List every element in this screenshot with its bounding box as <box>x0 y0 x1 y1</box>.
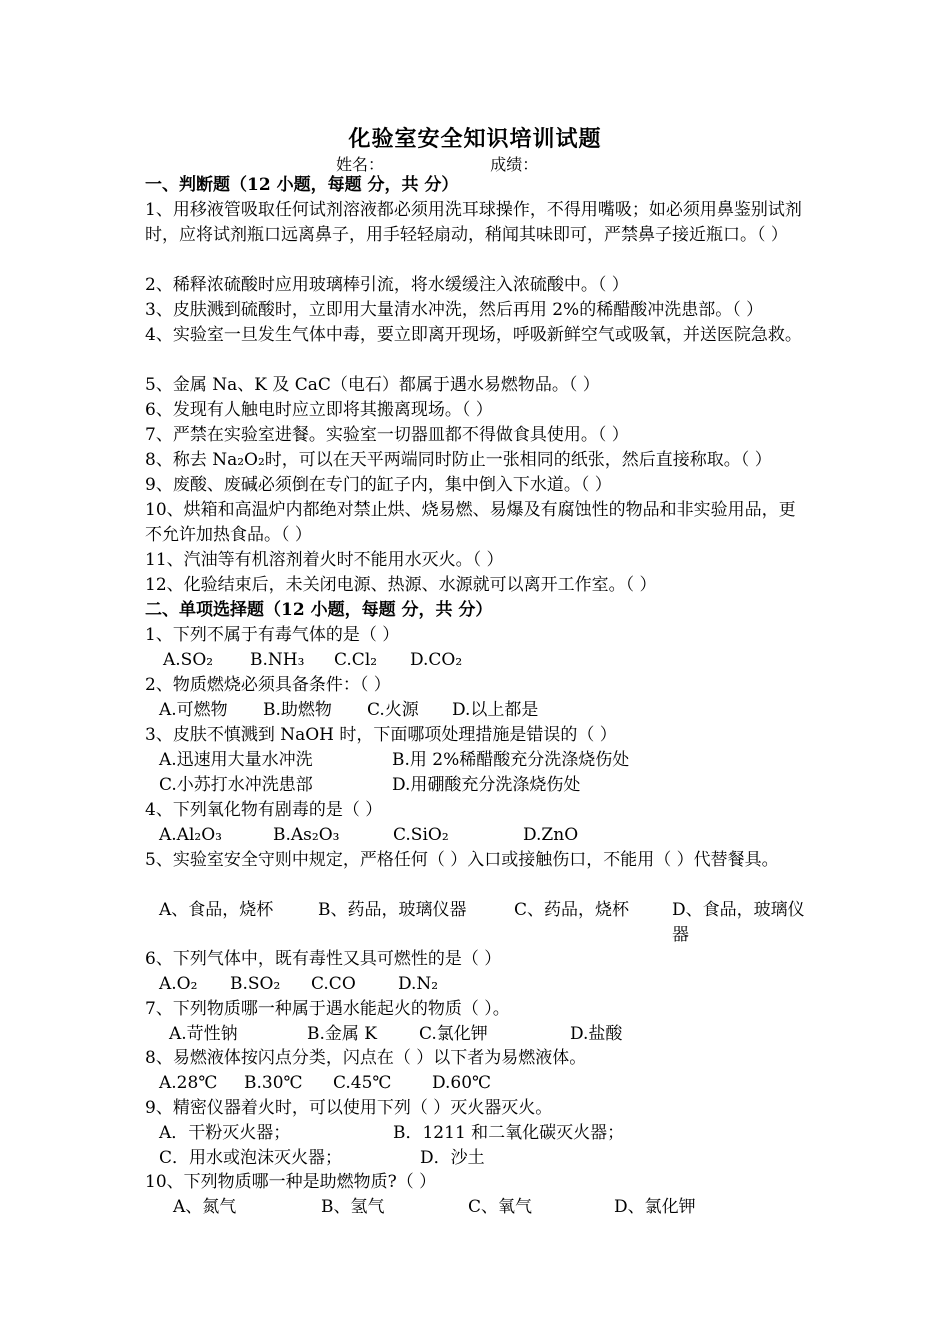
judge-item-4: 4、实验室一旦发生气体中毒，要立即离开现场，呼吸新鲜空气或吸氧，并送医院急救。 <box>145 325 802 345</box>
q6-option-b: B.SO₂ <box>230 974 281 994</box>
choice-question-4: 4、下列氧化物有剧毒的是（ ） <box>145 800 383 820</box>
q7-option-c: C.氯化钾 <box>419 1024 488 1044</box>
q8-option-d: D.60℃ <box>432 1073 492 1093</box>
q10-option-b: B、氢气 <box>321 1197 385 1217</box>
judge-item-12: 12、化验结束后，未关闭电源、热源、水源就可以离开工作室。（ ） <box>145 575 657 595</box>
choice-question-10: 10、下列物质哪一种是助燃物质?（ ） <box>145 1172 437 1192</box>
judge-item-3: 3、皮肤溅到硫酸时，立即用大量清水冲洗，然后再用 2%的稀醋酸冲洗患部。（ ） <box>145 300 764 320</box>
choice-question-8: 8、易燃液体按闪点分类，闪点在（ ）以下者为易燃液体。 <box>145 1048 587 1068</box>
q8-option-a: A.28℃ <box>159 1073 218 1093</box>
section1-heading: 一、判断题（12 小题，每题 分，共 分） <box>145 175 459 195</box>
choice-question-1: 1、下列不属于有毒气体的是（ ） <box>145 625 400 645</box>
q1-option-b: B.NH₃ <box>250 650 305 670</box>
choice-question-3: 3、皮肤不慎溅到 NaOH 时，下面哪项处理措施是错误的（ ） <box>145 725 617 745</box>
q5-option-a: A、食品，烧杯 <box>159 900 274 920</box>
q9-option-c: C．用水或泡沫灭火器； <box>159 1148 343 1168</box>
q6-option-d: D.N₂ <box>398 974 439 994</box>
q1-option-d: D.CO₂ <box>410 650 463 670</box>
choice-question-2: 2、物质燃烧必须具备条件：（ ） <box>145 675 391 695</box>
q8-option-b: B.30℃ <box>244 1073 303 1093</box>
q2-option-c: C.火源 <box>367 700 419 720</box>
q6-option-c: C.CO <box>311 974 356 994</box>
choice-question-6: 6、下列气体中，既有毒性又具可燃性的是（ ） <box>145 949 502 969</box>
judge-item-7: 7、严禁在实验室进餐。实验室一切器皿都不得做食具使用。（ ） <box>145 425 629 445</box>
judge-item-6: 6、发现有人触电时应立即将其搬离现场。（ ） <box>145 400 493 420</box>
q10-option-a: A、氮气 <box>173 1197 237 1217</box>
page-title: 化验室安全知识培训试题 <box>348 126 602 152</box>
q9-option-d: D．沙土 <box>420 1148 485 1168</box>
q1-option-c: C.Cl₂ <box>334 650 378 670</box>
choice-question-9: 9、精密仪器着火时，可以使用下列（ ）灭火器灭火。 <box>145 1098 553 1118</box>
judge-item-8: 8、称去 Na₂O₂时，可以在天平两端同时防止一张相同的纸张，然后直接称取。（ ） <box>145 450 772 470</box>
q3-option-d: D.用硼酸充分洗涤烧伤处 <box>392 775 581 795</box>
q8-option-c: C.45℃ <box>333 1073 392 1093</box>
q1-option-a: A.SO₂ <box>163 650 214 670</box>
q9-option-b: B．1211 和二氧化碳灭火器； <box>393 1123 625 1143</box>
q5-option-b: B、药品，玻璃仪器 <box>318 900 467 920</box>
q3-option-b: B.用 2%稀醋酸充分洗涤烧伤处 <box>392 750 630 770</box>
choice-question-5: 5、实验室安全守则中规定，严格任何（ ）入口或接触伤口，不能用（ ）代替餐具。 <box>145 850 779 870</box>
q4-option-b: B.As₂O₃ <box>273 825 340 845</box>
q4-option-c: C.SiO₂ <box>393 825 449 845</box>
judge-item-10: 10、烘箱和高温炉内都绝对禁止烘、烧易燃、易爆及有腐蚀性的物品和非实验用品，更不允许加热食品。（ ） <box>145 500 796 545</box>
q5-option-d: D、食品，玻璃仪器 <box>672 900 805 945</box>
q3-option-c: C.小苏打水冲洗患部 <box>159 775 313 795</box>
q6-option-a: A.O₂ <box>159 974 198 994</box>
q2-option-d: D.以上都是 <box>452 700 539 720</box>
name-label: 姓名： <box>336 155 385 174</box>
q2-option-a: A.可燃物 <box>159 700 228 720</box>
q4-option-a: A.Al₂O₃ <box>159 825 222 845</box>
q7-option-a: A.苛性钠 <box>169 1024 238 1044</box>
name-score-line <box>336 152 538 175</box>
q10-option-d: D、氯化钾 <box>614 1197 696 1217</box>
q5-option-c: C、药品，烧杯 <box>514 900 630 920</box>
q7-option-d: D.盐酸 <box>570 1024 623 1044</box>
judge-item-1: 1、用移液管吸取任何试剂溶液都必须用洗耳球操作，不得用嘴吸；如必须用鼻鉴别试剂时，应将试剂瓶口远离鼻子，用手轻轻扇动，稍闻其味即可，严禁鼻子接近瓶口。（ ） <box>145 200 802 245</box>
q10-option-c: C、氧气 <box>468 1197 533 1217</box>
q3-option-a: A.迅速用大量水冲洗 <box>159 750 313 770</box>
section2-heading: 二、单项选择题（12 小题，每题 分，共 分） <box>145 600 493 620</box>
judge-item-11: 11、汽油等有机溶剂着火时不能用水灭火。（ ） <box>145 550 504 570</box>
score-label: 成绩： <box>490 155 539 174</box>
q9-option-a: A．干粉灭火器； <box>159 1123 291 1143</box>
judge-item-5: 5、金属 Na、K 及 CaC（电石）都属于遇水易燃物品。（ ） <box>145 375 600 395</box>
q4-option-d: D.ZnO <box>523 825 579 845</box>
judge-item-9: 9、废酸、废碱必须倒在专门的缸子内，集中倒入下水道。（ ） <box>145 475 612 495</box>
choice-question-7: 7、下列物质哪一种属于遇水能起火的物质（ ）。 <box>145 999 510 1019</box>
judge-item-2: 2、稀释浓硫酸时应用玻璃棒引流，将水缓缓注入浓硫酸中。（ ） <box>145 275 629 295</box>
q2-option-b: B.助燃物 <box>263 700 332 720</box>
q7-option-b: B.金属 K <box>307 1024 378 1044</box>
